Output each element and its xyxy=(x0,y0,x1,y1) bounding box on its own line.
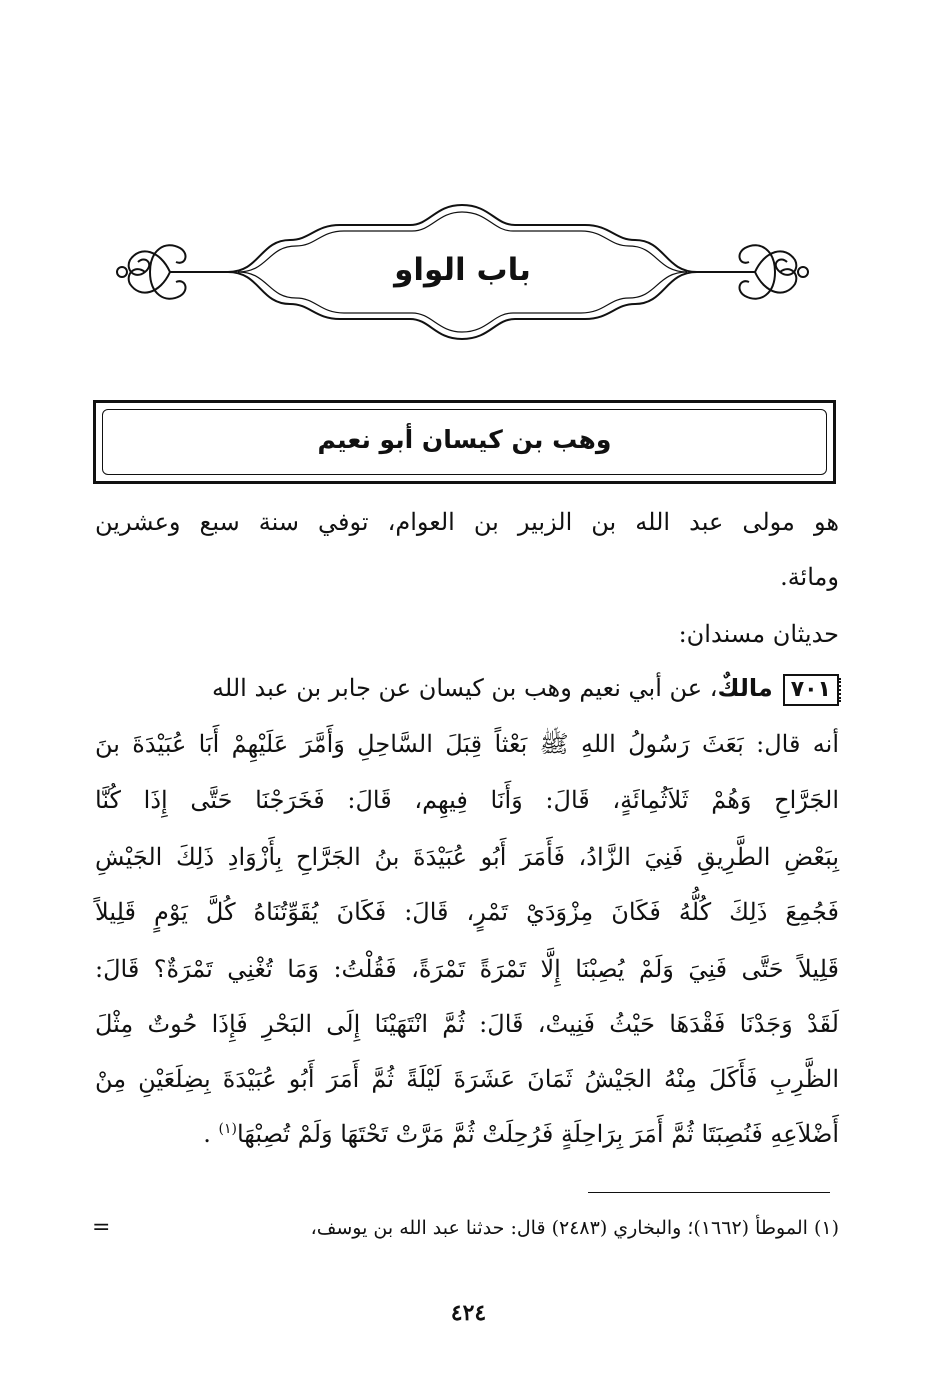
hadith-line-9: أَضْلاَعِهِ فَنُصِبَتَا ثُمَّ أَمَرَ بِرَاحِلَةٍ فَرُحِلَتْ ثُمَّ مَرَّتْ تَحْتَهَا وَلَمْ تُصِبْهَا xyxy=(236,1120,839,1148)
hadith-count-label: حديثان مسندان: xyxy=(678,620,839,648)
footnote-text: (١) الموطأ (١٦٦٢)؛ والبخاري (٢٤٨٣) قال: حدثنا عبد الله بن يوسف، xyxy=(310,1217,839,1239)
hadith-line-8: الظَّرِبِ فَأَكَلَ مِنْهُ الجَيْشُ ثَمَانَ عَشَرَةَ لَيْلَةً ثُمَّ أَمَرَ أَبُو عُبَيْدَةَ بِضِلَعَيْنِ مِنْ xyxy=(95,1065,839,1093)
hadith-line-5: فَجُمِعَ ذَلِكَ كُلُّهُ فَكَانَ مِزْوَدَيْ تَمْرٍ، قَالَ: فَكَانَ يُقَوِّتُنَاهُ كُلَّ يَوْمٍ قَلِيلاً xyxy=(95,898,839,926)
hadith-line-1: ، عن أبي نعيم وهب بن كيسان عن جابر بن عبد الله xyxy=(212,674,718,702)
hadith-narrator: مالكٌ xyxy=(717,674,773,702)
footnote-reference: (١) xyxy=(218,1121,237,1137)
hadith-line-7: لَقَدْ وَجَدْنَا فَقْدَهَا حَيْثُ فَنِيتْ، قَالَ: ثُمَّ انْتَهَيْنَا إِلَى البَحْرِ فَإِذَا حُوتٌ مِثْلَ xyxy=(95,1010,839,1038)
footnote-continuation-mark: = xyxy=(92,1215,111,1240)
hadith-line-6: قَلِيلاً حَتَّى فَنِيَ وَلَمْ يُصِبْنَا إِلَّا تَمْرَةً تَمْرَةً، فَقُلْتُ: وَمَا تُغْنِي تَمْرَةٌ؟ قَالَ: xyxy=(95,955,839,983)
bio-line-1: هو مولى عبد الله بن الزبير بن العوام، توفي سنة سبع وعشرين xyxy=(95,508,840,536)
hadith-line-3: الجَرَّاحِ وَهُمْ ثَلاَثُمِائَةٍ، قَالَ: وَأَنَا فِيهِم، قَالَ: فَخَرَجْنَا حَتَّى إِذَا كُنَّا xyxy=(95,786,839,814)
page-number: ٤٢٤ xyxy=(450,1300,487,1326)
hadith-first-line xyxy=(212,674,839,706)
section-title: وهب بن كيسان أبو نعيم xyxy=(317,425,612,454)
hadith-number-badge: ٧٠١ xyxy=(783,674,839,706)
chapter-title: باب الواو xyxy=(394,252,531,288)
bio-line-2: ومائة. xyxy=(780,563,839,591)
section-title-box xyxy=(93,400,836,484)
footnote-separator xyxy=(588,1192,830,1193)
hadith-line-2: أنه قال: بَعَثَ رَسُولُ اللهِ ﷺ بَعْثاً قِبَلَ السَّاحِلِ وَأَمَّرَ عَلَيْهِمْ أَبَا عُبَيْدَةَ بنَ xyxy=(95,730,839,758)
hadith-line-4: بِبَعْضِ الطَّرِيقِ فَنِيَ الزَّادُ، فَأَمَرَ أَبُو عُبَيْدَةَ بنُ الجَرَّاحِ بِأَزْوَادِ ذَلِكَ الجَيْشِ xyxy=(95,843,839,871)
hadith-last-line: أَضْلاَعِهِ فَنُصِبَتَا ثُمَّ أَمَرَ بِرَاحِلَةٍ فَرُحِلَتْ ثُمَّ مَرَّتْ تَحْتَهَا وَلَمْ تُصِبْهَا$^{(١)}$ . xyxy=(203,1120,839,1148)
chapter-ornament-frame xyxy=(110,200,815,350)
